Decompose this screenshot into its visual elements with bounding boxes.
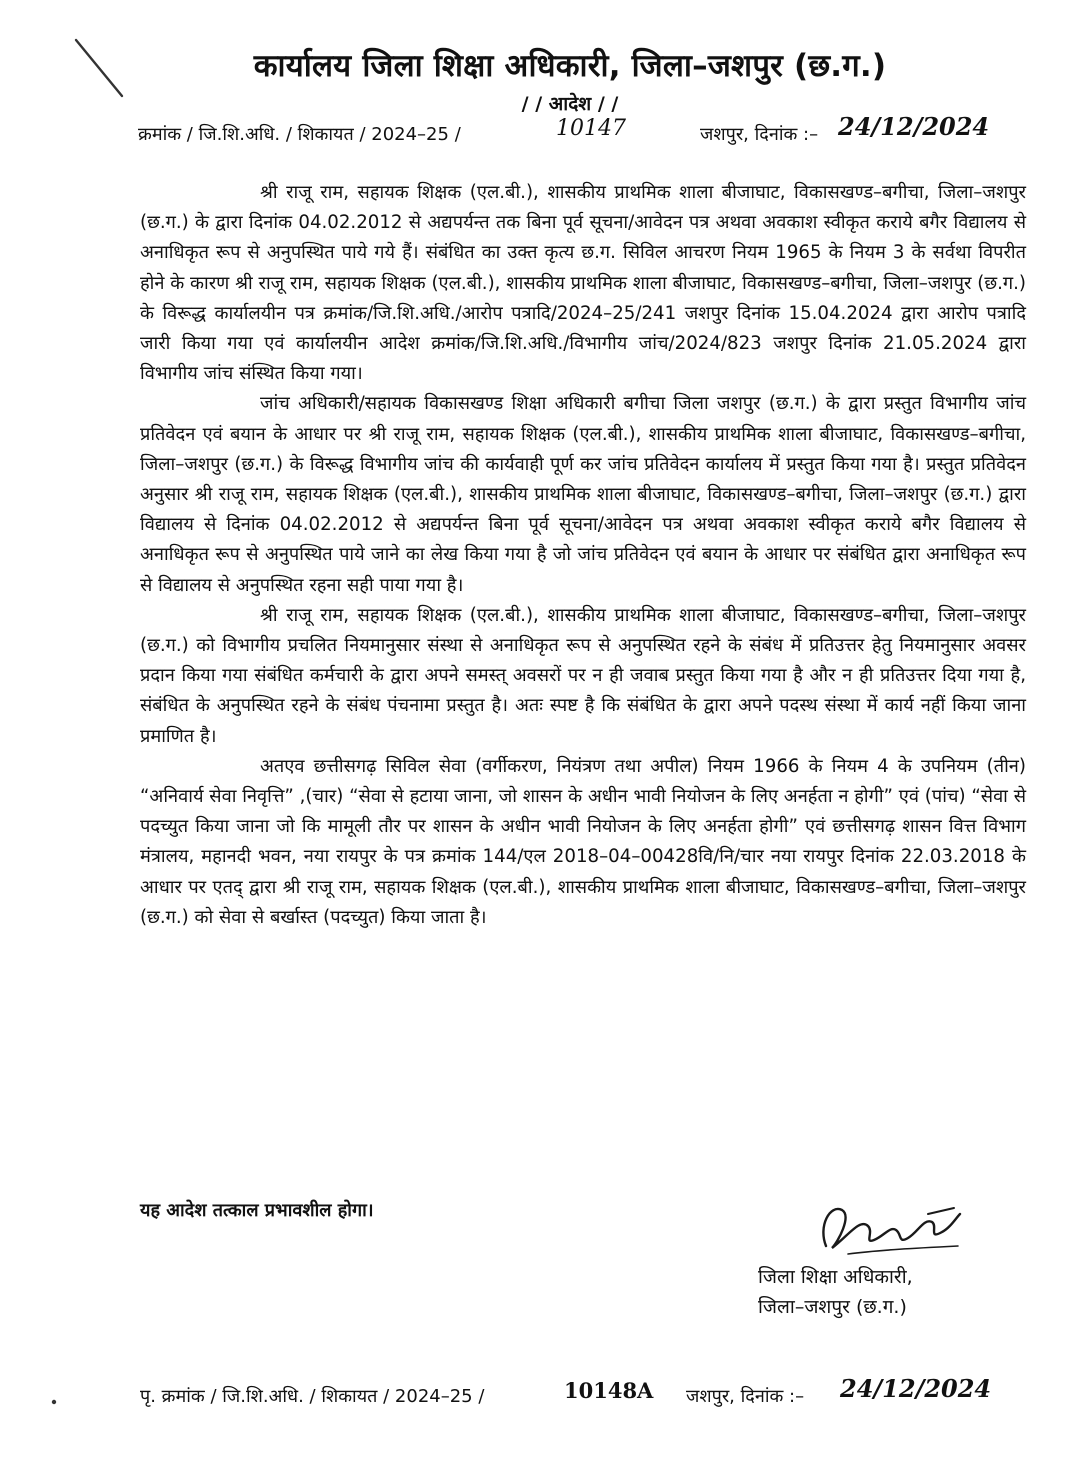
officer-signature [808, 1196, 968, 1266]
margin-dot-mark [50, 1398, 58, 1406]
signatory-district: जिला–जशपुर (छ.ग.) [758, 1296, 907, 1318]
place-date-label: जशपुर, दिनांक :– [700, 124, 819, 145]
handwritten-reference-number: 10147 [556, 116, 626, 141]
handwritten-endorsement-date: 24/12/2024 [840, 1374, 992, 1403]
endorsement-line [140, 1374, 1040, 1414]
paragraph-dismissal-order: अतएव छत्तीसगढ़ सिविल सेवा (वर्गीकरण, नियंत्रण तथा अपील) नियम 1966 के नियम 4 के उपनियम (तीन) “अनिवार्य सेवा निवृत्ति” ,(चार) “सेवा से हटाया जाना, जो शासन के अधीन भावी नियोजन के लिए अनर्हता न होगी” एवं (पांच) “सेवा से पदच्युत किया जाना जो कि मामूली तौर पर शासन के अधीन भावी नियोजन के लिए अनर्हता होगी” एवं छत्तीसगढ़ शासन वित्त विभाग मंत्रालय, महानदी भवन, नया रायपुर के पत्र क्रमांक 144/एल 2018–04–00428वि/नि/चार नया रायपुर दिनांक 22.03.2018 के आधार पर एतद् द्वारा श्री राजू राम, सहायक शिक्षक (एल.बी.), शासकीय प्राथमिक शाला बीजाघाट, विकासखण्ड–बगीचा, जिला–जशपुर (छ.ग.) को सेवा से बर्खास्त (पदच्युत) किया जाता है। [140, 755, 1026, 928]
order-body [140, 178, 1026, 933]
reference-line [138, 112, 1038, 152]
paragraph-background: श्री राजू राम, सहायक शिक्षक (एल.बी.), शासकीय प्राथमिक शाला बीजाघाट, विकासखण्ड–बगीचा, जिला–जशपुर (छ.ग.) के द्वारा दिनांक 04.02.2012 से अद्यपर्यन्त तक बिना पूर्व सूचना/आवेदन पत्र अथवा अवकाश स्वीकृत कराये बगैर विद्यालय से अनाधिकृत रूप से अनुपस्थित पाये गये हैं। संबंधित का उक्त कृत्य छ.ग. सिविल आचरण नियम 1965 के नियम 3 के सर्वथा विपरीत होने के कारण श्री राजू राम, सहायक शिक्षक (एल.बी.), शासकीय प्राथमिक शाला बीजाघाट, विकासखण्ड–बगीचा, जिला–जशपुर (छ.ग.) के विरूद्ध कार्यालयीन पत्र क्रमांक/जि.शि.अधि./आरोप पत्रादि/2024–25/241 जशपुर दिनांक 15.04.2024 द्वारा आरोप पत्रादि जारी किया गया एवं कार्यालयीन आदेश क्रमांक/जि.शि.अधि./विभागीय जांच/2024/823 जशपुर दिनांक 21.05.2024 द्वारा विभागीय जांच संस्थित किया गया। [140, 182, 1026, 385]
endorsement-place-date-label: जशपुर, दिनांक :– [686, 1386, 805, 1407]
order-heading: / / आदेश / / [521, 93, 619, 115]
paragraph-opportunity-given: श्री राजू राम, सहायक शिक्षक (एल.बी.), शासकीय प्राथमिक शाला बीजाघाट, विकासखण्ड–बगीचा, जिला–जशपुर (छ.ग.) को विभागीय प्रचलित नियमानुसार संस्था से अनाधिकृत रूप से अनुपस्थित रहने के संबंध में प्रतिउत्तर हेतु नियमानुसार अवसर प्रदान किया गया संबंधित कर्मचारी के द्वारा अपने समस्त् अवसरों पर न ही जवाब प्रस्तुत किया गया है और न ही प्रतिउत्तर दिया गया है, संबंधित के अनुपस्थित रहने के संबंध पंचनामा प्रस्तुत है। अतः स्पष्ट है कि संबंधित के द्वारा अपने पदस्थ संस्था में कार्य नहीं किया जाना प्रमाणित है। [140, 604, 1026, 747]
signatory-block [758, 1262, 913, 1322]
handwritten-date: 24/12/2024 [838, 112, 990, 141]
endorsement-reference-label: पृ. क्रमांक / जि.शि.अधि. / शिकायत / 2024–25 / [140, 1386, 485, 1407]
handwritten-endorsement-number: 10148A [564, 1378, 654, 1403]
office-title: कार्यालय जिला शिक्षा अधिकारी, जिला–जशपुर (छ.ग.) [253, 48, 887, 84]
paragraph-inquiry-report: जांच अधिकारी/सहायक विकासखण्ड शिक्षा अधिकारी बगीचा जिला जशपुर (छ.ग.) के द्वारा प्रस्तुत विभागीय जांच प्रतिवेदन एवं बयान के आधार पर श्री राजू राम, सहायक शिक्षक (एल.बी.), शासकीय प्राथमिक शाला बीजाघाट, विकासखण्ड–बगीचा, जिला–जशपुर (छ.ग.) के विरूद्ध विभागीय जांच की कार्यवाही पूर्ण कर जांच प्रतिवेदन कार्यालय में प्रस्तुत किया गया है। प्रस्तुत प्रतिवेदन अनुसार श्री राजू राम, सहायक शिक्षक (एल.बी.), शासकीय प्राथमिक शाला बीजाघाट, विकासखण्ड–बगीचा, जिला–जशपुर (छ.ग.) द्वारा विद्यालय से दिनांक 04.02.2012 से अद्यपर्यन्त बिना पूर्व सूचना/आवेदन पत्र अथवा अवकाश स्वीकृत कराये बगैर विद्यालय से अनाधिकृत रूप से अनुपस्थित पाये जाने का लेख किया गया है जो जांच प्रतिवेदन एवं बयान के आधार पर संबंधित द्वारा अनाधिकृत रूप से विद्यालय से अनुपस्थित रहना सही पाया गया है। [140, 393, 1026, 596]
signatory-designation: जिला शिक्षा अधिकारी, [758, 1266, 913, 1288]
reference-label: क्रमांक / जि.शि.अधि. / शिकायत / 2024–25 / [138, 124, 461, 145]
effective-statement: यह आदेश तत्काल प्रभावशील होगा। [140, 1200, 374, 1221]
